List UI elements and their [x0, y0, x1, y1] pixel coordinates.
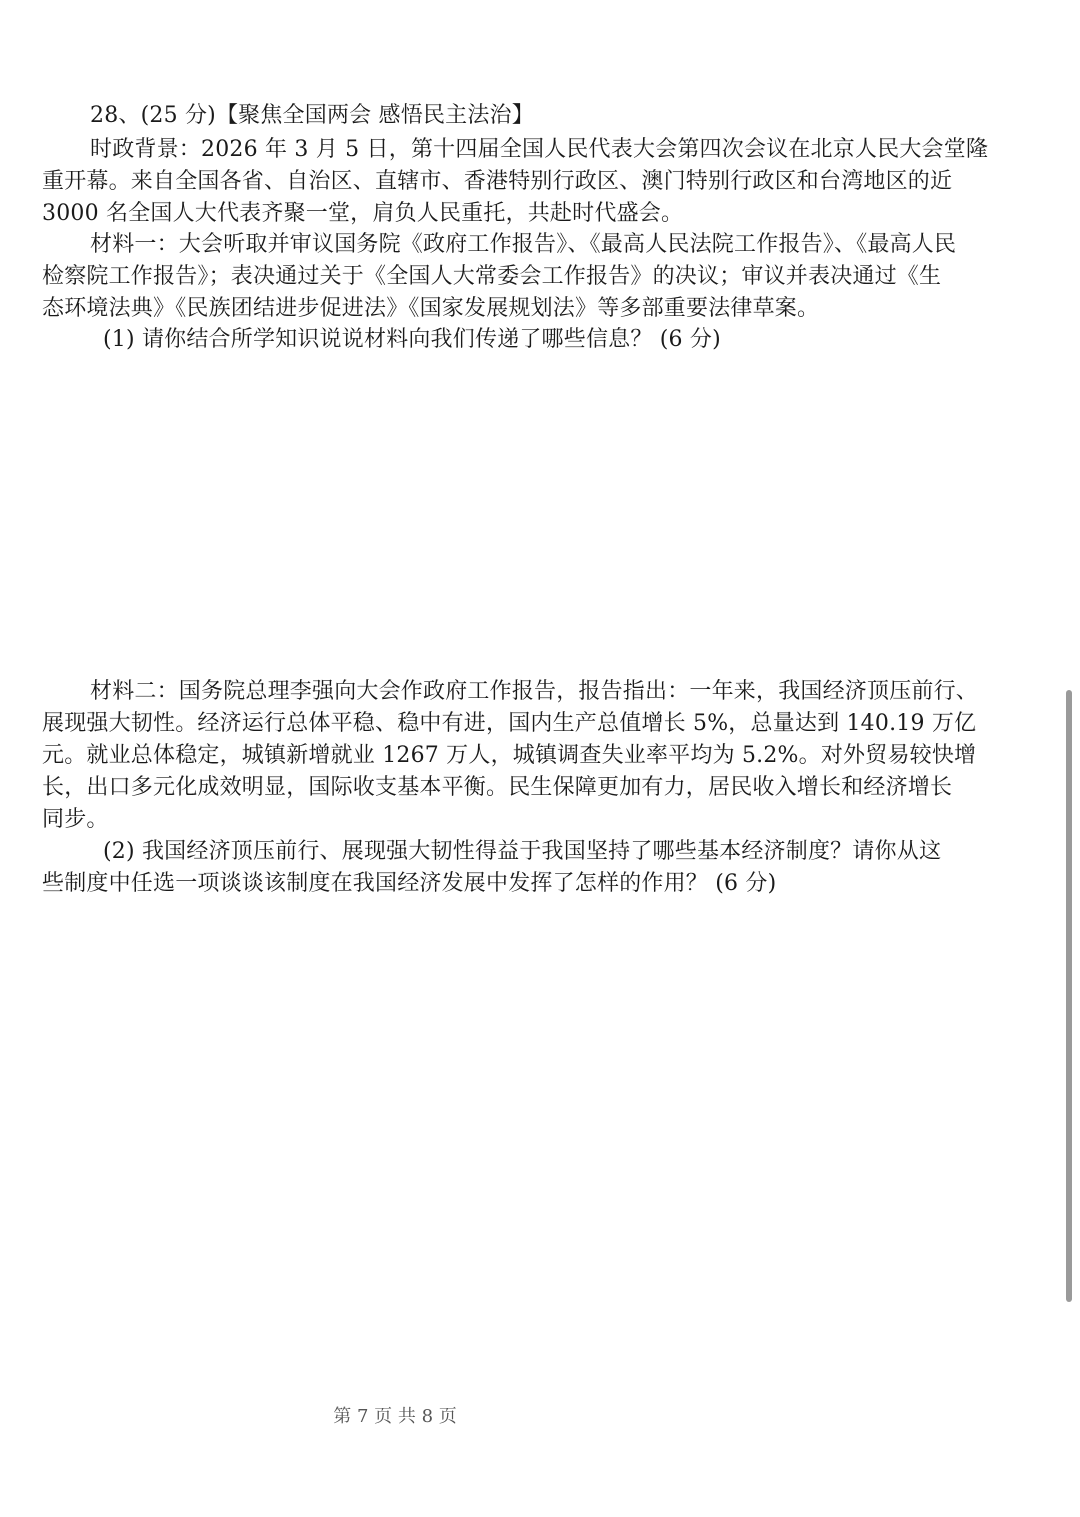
page-footer: 第 7 页 共 8 页: [333, 1406, 457, 1427]
material2-line-2: 展现强大韧性。经济运行总体平稳、稳中有进，国内生产总值增长 5%，总量达到 140.19 万亿: [42, 711, 977, 736]
background-line-2: 重开幕。来自全国各省、自治区、直辖市、香港特别行政区、澳门特别行政区和台湾地区的近: [42, 169, 953, 194]
material2-line-4: 长，出口多元化成效明显，国际收支基本平衡。民生保障更加有力，居民收入增长和经济增长: [42, 775, 953, 800]
sub-question-2-line-1: (2) 我国经济顶压前行、展现强大韧性得益于我国坚持了哪些基本经济制度？请你从这: [103, 839, 942, 864]
material2-line-3: 元。就业总体稳定，城镇新增就业 1267 万人，城镇调查失业率平均为 5.2%。对外贸易较快增: [42, 743, 977, 768]
sub-question-1: (1) 请你结合所学知识说说材料向我们传递了哪些信息？ (6 分): [103, 327, 721, 352]
background-line-3: 3000 名全国人大代表齐聚一堂，肩负人民重托，共赴时代盛会。: [42, 201, 684, 226]
material1-line-3: 态环境法典》《民族团结进步促进法》《国家发展规划法》等多部重要法律草案。: [42, 296, 820, 321]
material2-line-1: 材料二：国务院总理李强向大会作政府工作报告，报告指出：一年来，我国经济顶压前行、: [90, 679, 979, 704]
material1-line-1: 材料一：大会听取并审议国务院《政府工作报告》、《最高人民法院工作报告》、《最高人民: [90, 232, 957, 257]
background-line-1: 时政背景：2026 年 3 月 5 日，第十四届全国人民代表大会第四次会议在北京人民大会堂隆: [90, 137, 989, 162]
material2-line-5: 同步。: [42, 807, 109, 832]
question-header: 28、(25 分)【聚焦全国两会 感悟民主法治】: [90, 103, 534, 128]
sub-question-2-line-2: 些制度中任选一项谈谈该制度在我国经济发展中发挥了怎样的作用？ (6 分): [42, 871, 777, 896]
material1-line-2: 检察院工作报告》；表决通过关于《全国人大常委会工作报告》的决议；审议并表决通过《生: [42, 264, 942, 289]
scrollbar-thumb[interactable]: [1066, 690, 1072, 1302]
